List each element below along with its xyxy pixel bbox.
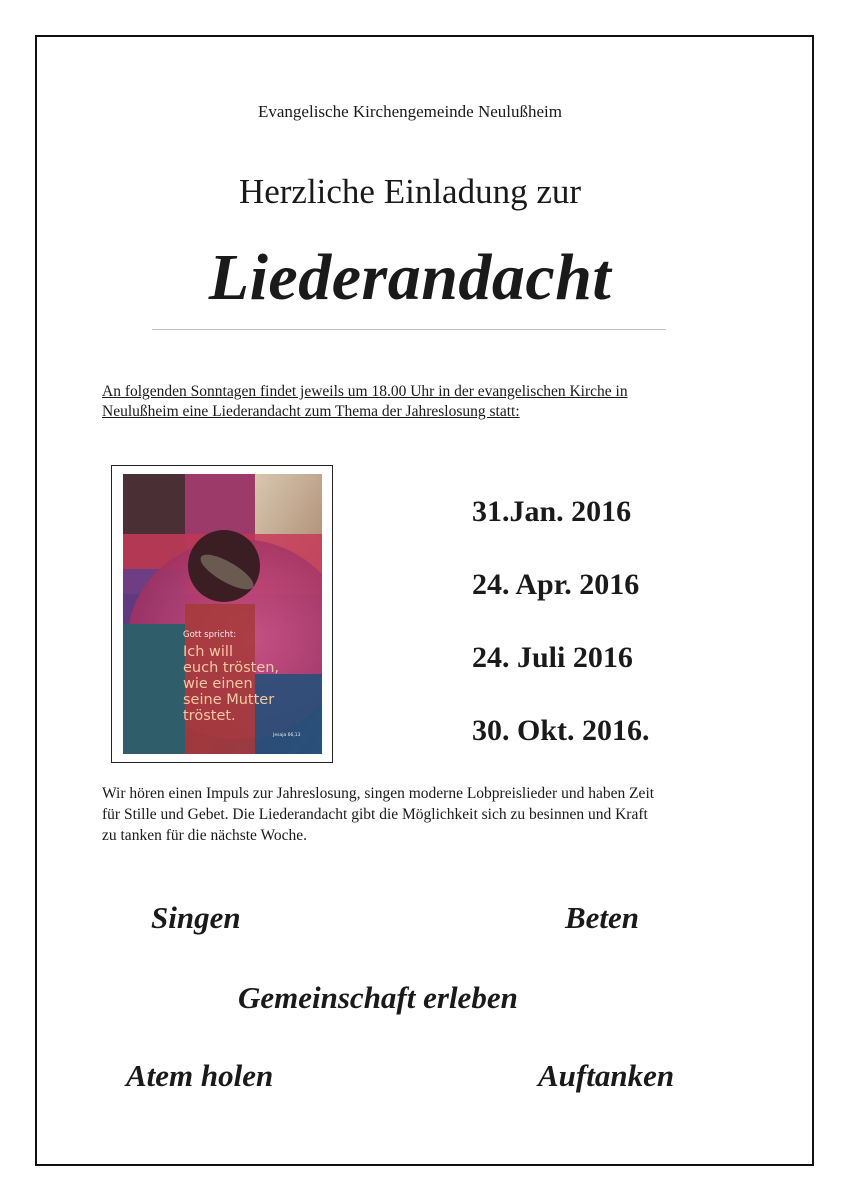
artwork-quote-line: tröstet. [183, 708, 236, 724]
slogan-atem-holen: Atem holen [126, 1058, 274, 1093]
intro-text [102, 382, 722, 422]
slogan-singen: Singen [151, 900, 241, 935]
slogan-beten: Beten [565, 900, 640, 935]
title-divider [152, 329, 666, 330]
artwork-reference: Jesaja 66,13 [273, 733, 301, 738]
invitation-heading: Herzliche Einladung zur [238, 172, 582, 211]
intro-line: Neulußheim eine Liederandacht zum Thema der Jahreslosung statt: [102, 403, 520, 420]
artwork-label: Gott spricht: [183, 630, 237, 640]
organization-name: Evangelische Kirchengemeinde Neulußheim [258, 102, 562, 121]
description-text [102, 783, 742, 846]
jahreslosung-artwork [123, 474, 322, 754]
artwork-quote-line: wie einen [183, 676, 253, 692]
description-line: für Stille und Gebet. Die Liederandacht gibt die Möglichkeit sich zu besinnen und Kraft [102, 806, 648, 823]
slogan-gemeinschaft: Gemeinschaft erleben [238, 980, 518, 1015]
date-list [472, 492, 650, 784]
artwork-quote-line: Ich will [183, 644, 233, 660]
intro-line: An folgenden Sonntagen findet jeweils um 18.00 Uhr in der evangelischen Kirche in [102, 383, 628, 400]
artwork-quote-line: euch trösten, [183, 660, 280, 676]
description-line: zu tanken für die nächste Woche. [102, 827, 308, 844]
slogan-auftanken: Auftanken [538, 1058, 675, 1093]
event-title: Liederandacht [208, 241, 612, 314]
description-line: Wir hören einen Impuls zur Jahreslosung, singen moderne Lobpreislieder und haben Zeit [102, 785, 655, 802]
artwork-quote-line: seine Mutter [183, 692, 275, 708]
event-date: 24. Juli 2016 [472, 641, 633, 674]
event-date: 24. Apr. 2016 [472, 568, 640, 601]
artwork-frame [111, 465, 333, 763]
event-date: 31.Jan. 2016 [472, 495, 632, 528]
event-date: 30. Okt. 2016. [472, 714, 650, 747]
